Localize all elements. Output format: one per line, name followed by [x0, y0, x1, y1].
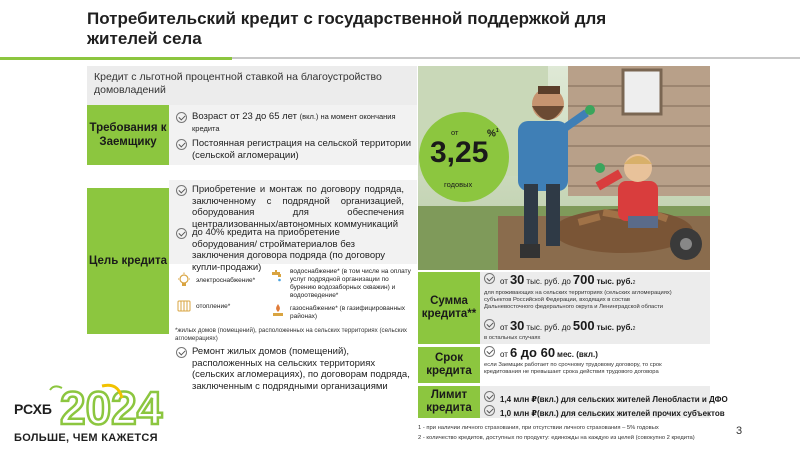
limit-item-1: 1,4 млн ₽ (вкл.) для сельских жителей Ленобласти и ДФО	[484, 390, 728, 404]
utility-electricity: электроснабжение*	[176, 272, 276, 288]
requirement-age: Возраст от 23 до 65 лет (вкл.) на момент окончания кредита	[176, 111, 414, 134]
slide-title: Потребительский кредит с государственной поддержкой для жителей села	[87, 9, 607, 48]
goal-materials: до 40% кредита на приобретение оборудования/ стройматериалов без заключения договора подряда (по договору купли-продажи)	[176, 227, 404, 273]
check-circle-icon	[484, 405, 495, 416]
footnote-1: 1 - при наличии личного страхования, при отсутствии личного страхования – 5% годовых	[418, 425, 659, 431]
check-circle-icon	[484, 346, 495, 357]
term-label: Срок кредита	[418, 347, 480, 383]
water-tap-icon	[270, 268, 286, 284]
utility-water: водоснабжение* (в том числе на оплату услуг подрядной организации по бурению водозаборных скважин) и водоотведение*	[270, 268, 416, 300]
utility-heating: отопление*	[176, 298, 266, 314]
check-circle-icon	[176, 347, 187, 358]
logo-tagline: БОЛЬШЕ, ЧЕМ КАЖЕТСЯ	[14, 432, 158, 444]
goal-repair: Ремонт жилых домов (помещений), расположенных на сельских территориях (сельских агломерациях), по договорам подряда, заключенным с подрядными организациями	[176, 346, 412, 392]
requirement-registration: Постоянная регистрация на сельской территории (сельской агломерации)	[176, 138, 414, 161]
term-range: от 6 до 60 мес. (вкл.)	[484, 345, 598, 360]
utility-gas: газоснабжение* (в газифицированных районах)	[270, 302, 416, 321]
requirements-label: Требования к Заемщику	[87, 105, 169, 165]
logo-brand: РСХБ	[14, 401, 52, 417]
sum-range-1-desc: для проживающих на сельских территориях (сельских агломерациях) субъектов Российской Федерации, входящих в состав Дальневосточного федерального округа и Ленинградской области	[484, 290, 672, 310]
check-circle-icon	[176, 185, 187, 196]
goal-footnote: *жилых домов (помещений), расположенных на сельских территориях (сельских агломерациях)	[175, 327, 408, 342]
sum-label: Сумма кредита**	[418, 272, 480, 344]
lightbulb-icon	[176, 272, 192, 288]
rate-unit: годовых	[444, 180, 473, 189]
gas-burner-icon	[270, 302, 286, 318]
section-gap	[87, 165, 417, 180]
goal-label: Цель кредита	[87, 188, 169, 334]
rate-value: 3,25	[430, 136, 489, 169]
product-header: Кредит с льготной процентной ставкой на благоустройство домовладений	[87, 66, 417, 105]
page-number: 3	[736, 425, 743, 437]
check-circle-icon	[484, 319, 495, 330]
sum-range-1: от 30 тыс. руб. до 700 тыс. руб. 2	[484, 272, 635, 287]
term-desc: если Заемщик работает по срочному трудовому договору, то срок кредитования не превышает срока действия трудового договора	[484, 362, 662, 375]
limit-label: Лимит кредита	[418, 386, 480, 418]
check-circle-icon	[176, 139, 187, 150]
rate-percent: %$^1$	[487, 128, 499, 140]
logo-year: 2024	[60, 382, 163, 434]
sum-range-2: от 30 тыс. руб. до 500 тыс. руб. 2	[484, 318, 635, 333]
title-accent-divider	[0, 57, 232, 60]
footnote-2: 2 - количество кредитов, доступных по продукту: единожды на каждую из целей (совокупно 2 кредита)	[418, 435, 695, 441]
check-circle-icon	[176, 112, 187, 123]
check-circle-icon	[484, 273, 495, 284]
radiator-icon	[176, 298, 192, 314]
rate-prefix: от	[451, 128, 459, 137]
sum-range-2-desc: в остальных случаях	[484, 335, 541, 341]
limit-item-2: 1,0 млн ₽ (вкл.) для сельских жителей прочих субъектов	[484, 404, 725, 418]
check-circle-icon	[484, 391, 495, 402]
goal-equipment: Приобретение и монтаж по договору подряда, заключенному с подрядной организацией, оборудования для обеспечения централизованных/автономных коммуникаций	[176, 184, 404, 230]
check-circle-icon	[176, 228, 187, 239]
